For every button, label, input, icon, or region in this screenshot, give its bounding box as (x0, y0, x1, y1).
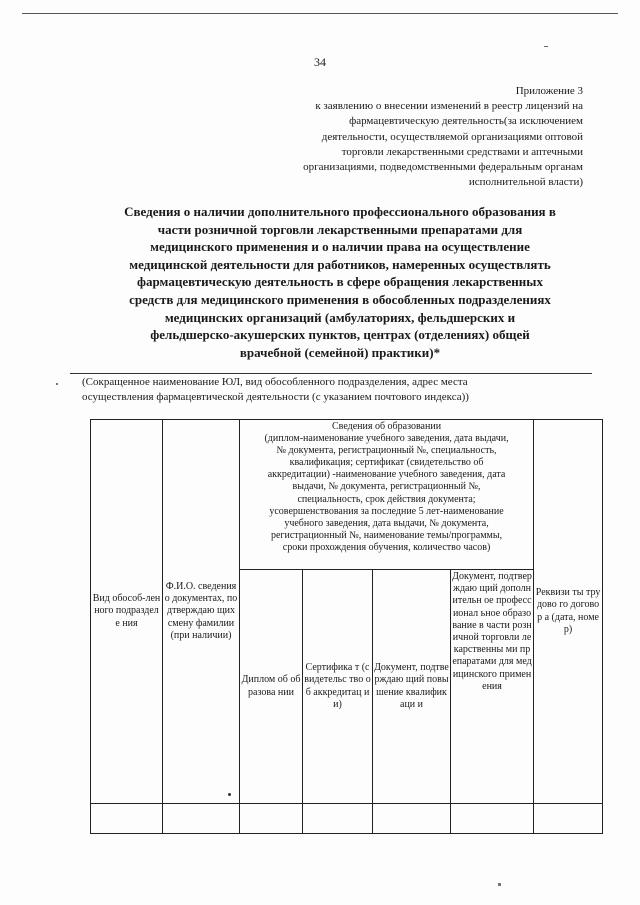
top-border-line (22, 13, 618, 14)
title-line: медицинского применения и о наличии права на осуществление (150, 239, 530, 255)
title-line: медицинской деятельности для работников, намеренных осуществлять (129, 256, 551, 272)
title-line: медицинских организаций (амбулаториях, фельдшерских и (164, 309, 516, 325)
education-header-line: усовершенствования за последние 5 лет-наименование (269, 505, 504, 517)
appendix-line: организациями, подведомственными федеральным органам (303, 161, 583, 174)
appendix-line: исполнительной власти) (468, 176, 583, 189)
education-header-line: № документа, регистрационный №, специальность, (276, 445, 497, 457)
education-header-line: регистрационный №, наименование темы/программы, (270, 529, 503, 541)
appendix-line: деятельности, осуществляемой организациями оптовой (321, 130, 583, 143)
appendix-note (253, 84, 583, 190)
staff-education-table (90, 419, 603, 834)
education-header-line: Сведения об образовании (331, 421, 442, 432)
education-header-line: специальность, срок действия документа; (297, 493, 476, 505)
table-cell-empty[interactable] (163, 804, 240, 834)
title-line: фармацевтическую деятельность в сфере обращения лекарственных (137, 274, 543, 290)
document-title (70, 203, 610, 361)
header-labor-contract: Реквизи ты трудово го договор а (дата, номер) (534, 420, 603, 804)
education-header-line: выдачи, № документа, регистрационный №, (292, 481, 481, 493)
title-line: врачебной (семейной) практики)* (239, 344, 441, 360)
education-header-line: квалификация; сертификат (свидетельство об (289, 457, 484, 469)
title-line: фельдшерско-акушерских пунктов, центрах (отделениях) общей (150, 327, 530, 343)
appendix-line: торговли лекарственными средствами и аптечными (341, 145, 583, 158)
title-line: Сведения о наличии дополнительного профессионального образования в (124, 204, 556, 219)
header-certificate: Сертифика т (свидетельс тво об аккредитац ии) (303, 570, 373, 804)
table-cell-empty[interactable] (451, 804, 534, 834)
page-number: 34 (314, 55, 326, 69)
appendix-line: фармацевтическую деятельность(за исключением (349, 115, 583, 128)
appendix-line: к заявлению о внесении изменений в реестр лицензий на (315, 100, 583, 113)
education-header-line: (диплом-наименование учебного заведения, дата выдачи, (264, 433, 509, 445)
education-header-line: аккредитации) -наименование учебного заведения, дата (267, 469, 506, 481)
scan-speck (498, 883, 501, 886)
header-diploma: Диплом об образова нии (240, 570, 303, 804)
header-education-info (240, 420, 534, 570)
header-subdivision-type: Вид обособ-ленного подразделе ния (91, 420, 163, 804)
table-cell-empty[interactable] (534, 804, 603, 834)
header-additional-education-doc: Документ, подтверждаю щий дополнительн ое профессионал ьное образование в части розничной торговли лекарственны ми препаратами для медицинского применения (451, 570, 534, 804)
caption-line: осуществления фармацевтической деятельности (с указанием почтового индекса)) (82, 391, 469, 403)
scan-speck (544, 46, 548, 47)
header-qualification-doc: Документ, подтверждаю щий повышение квалификаци и (373, 570, 451, 804)
table-cell-empty[interactable] (373, 804, 451, 834)
caption-line: (Сокращенное наименование ЮЛ, вид обособленного подразделения, адрес места (82, 376, 468, 388)
fill-in-line (70, 373, 592, 374)
education-header-line: учебного заведения, дата выдачи, № документа, (284, 517, 489, 529)
table-cell-empty[interactable] (240, 804, 303, 834)
scan-dot (228, 793, 231, 796)
education-header-line: сроки прохождения обучения, количество часов) (282, 541, 491, 553)
table-cell-empty[interactable] (303, 804, 373, 834)
fill-in-caption (82, 375, 602, 405)
header-full-name: Ф.И.О. сведения о документах, подтверждаю щих смену фамилии (при наличии) (163, 420, 240, 804)
title-line: средств для медицинского применения в обособленных подразделениях (129, 291, 551, 307)
scan-speck (56, 383, 58, 385)
table-cell-empty[interactable] (91, 804, 163, 834)
appendix-line: Приложение 3 (515, 85, 583, 97)
title-line: части розничной торговли лекарственными препаратами для (157, 221, 523, 237)
